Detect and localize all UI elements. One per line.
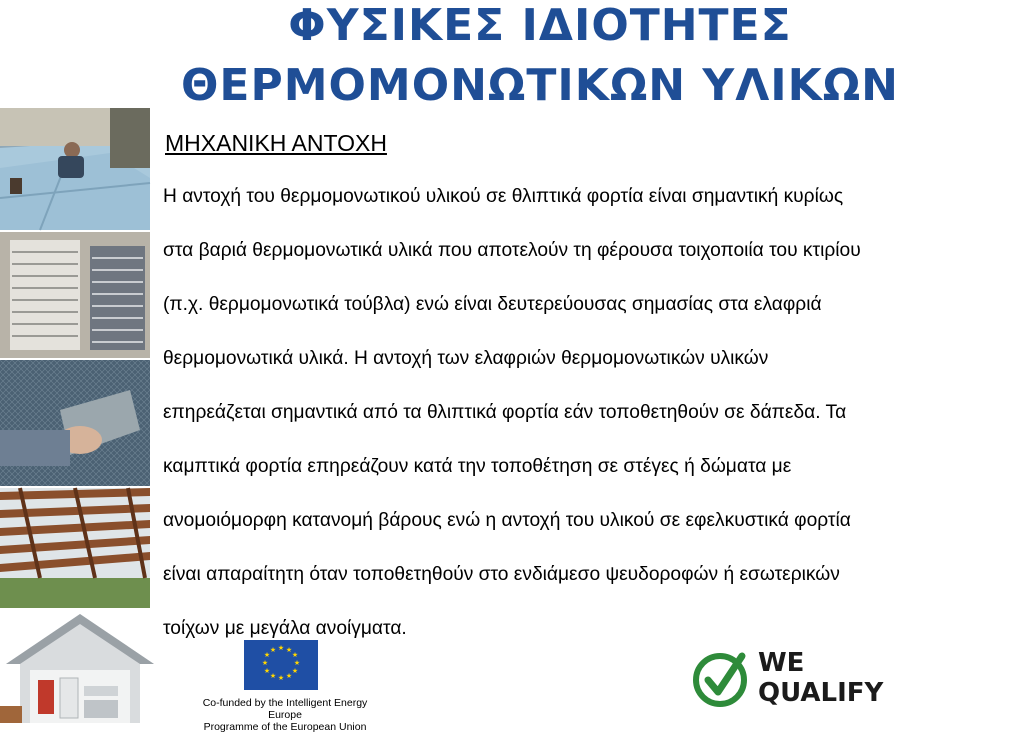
title-line-1: ΦΥΣΙΚΕΣ ΙΔΙΟΤΗΤΕΣ: [288, 0, 792, 51]
body-line: (π.χ. θερμομονωτικά τούβλα) ενώ είναι δευτερεύουσας σημασίας στα ελαφριά: [163, 294, 822, 315]
eu-text-line-1: Co-funded by the Intelligent Energy Europe: [202, 697, 368, 721]
window-shutter-photo: [0, 232, 150, 358]
body-line: είναι απαραίτητη όταν τοποθετηθούν στο ενδιάμεσο ψευδοροφών ή εσωτερικών: [163, 564, 840, 585]
house-illustration: [0, 608, 160, 723]
we-qualify-logo: [690, 646, 910, 716]
svg-text:★: ★: [269, 672, 277, 680]
logo-line-1: WE: [758, 648, 805, 678]
svg-text:★: ★: [277, 674, 285, 682]
body-line: ανομοιόμορφη κατανομή βάρους ενώ η αντοχή του υλικού σε εφελκυστικά φορτία: [163, 510, 851, 531]
eu-cofunding-text: [190, 697, 380, 733]
svg-text:★: ★: [285, 672, 293, 680]
roof-insulation-photo: [0, 108, 150, 230]
we-qualify-wordmark: [758, 648, 883, 708]
section-body: [163, 170, 953, 656]
section-heading: ΜΗΧΑΝΙΚΗ ΑΝΤΟΧΗ: [165, 130, 387, 156]
photo-sidebar: [0, 108, 150, 608]
svg-text:★: ★: [263, 651, 271, 659]
svg-text:★: ★: [277, 644, 285, 652]
title-line-2: ΘΕΡΜΟΜΟΝΩΤΙΚΩΝ ΥΛΙΚΩΝ: [181, 60, 899, 111]
we-qualify-check-icon: [690, 646, 754, 710]
eu-flag-icon: [244, 640, 318, 690]
wall-plaster-photo: [0, 360, 150, 486]
logo-line-2: QUALIFY: [758, 678, 884, 708]
svg-text:★: ★: [263, 667, 271, 675]
svg-text:★: ★: [269, 646, 277, 654]
pergola-photo: [0, 488, 150, 608]
eu-text-line-2: Programme of the European Union: [203, 721, 367, 733]
svg-text:★: ★: [261, 659, 269, 667]
body-line: στα βαριά θερμομονωτικά υλικά που αποτελούν τη φέρουσα τοιχοποιία του κτιρίου: [163, 240, 861, 261]
svg-text:★: ★: [293, 659, 301, 667]
svg-text:★: ★: [285, 646, 293, 654]
body-line: καμπτικά φορτία επηρεάζουν κατά την τοποθέτηση σε στέγες ή δώματα με: [163, 456, 792, 477]
svg-text:★: ★: [291, 667, 299, 675]
body-line: τοίχων με μεγάλα ανοίγματα.: [163, 618, 407, 639]
body-line: επηρεάζεται σημαντικά από τα θλιπτικά φορτία εάν τοποθετηθούν σε δάπεδα. Τα: [163, 402, 847, 423]
body-line: θερμομονωτικά υλικά. Η αντοχή των ελαφριών θερμομονωτικών υλικών: [163, 348, 769, 369]
body-line: Η αντοχή του θερμομονωτικού υλικού σε θλιπτικά φορτία είναι σημαντική κυρίως: [163, 186, 844, 207]
svg-text:★: ★: [291, 651, 299, 659]
